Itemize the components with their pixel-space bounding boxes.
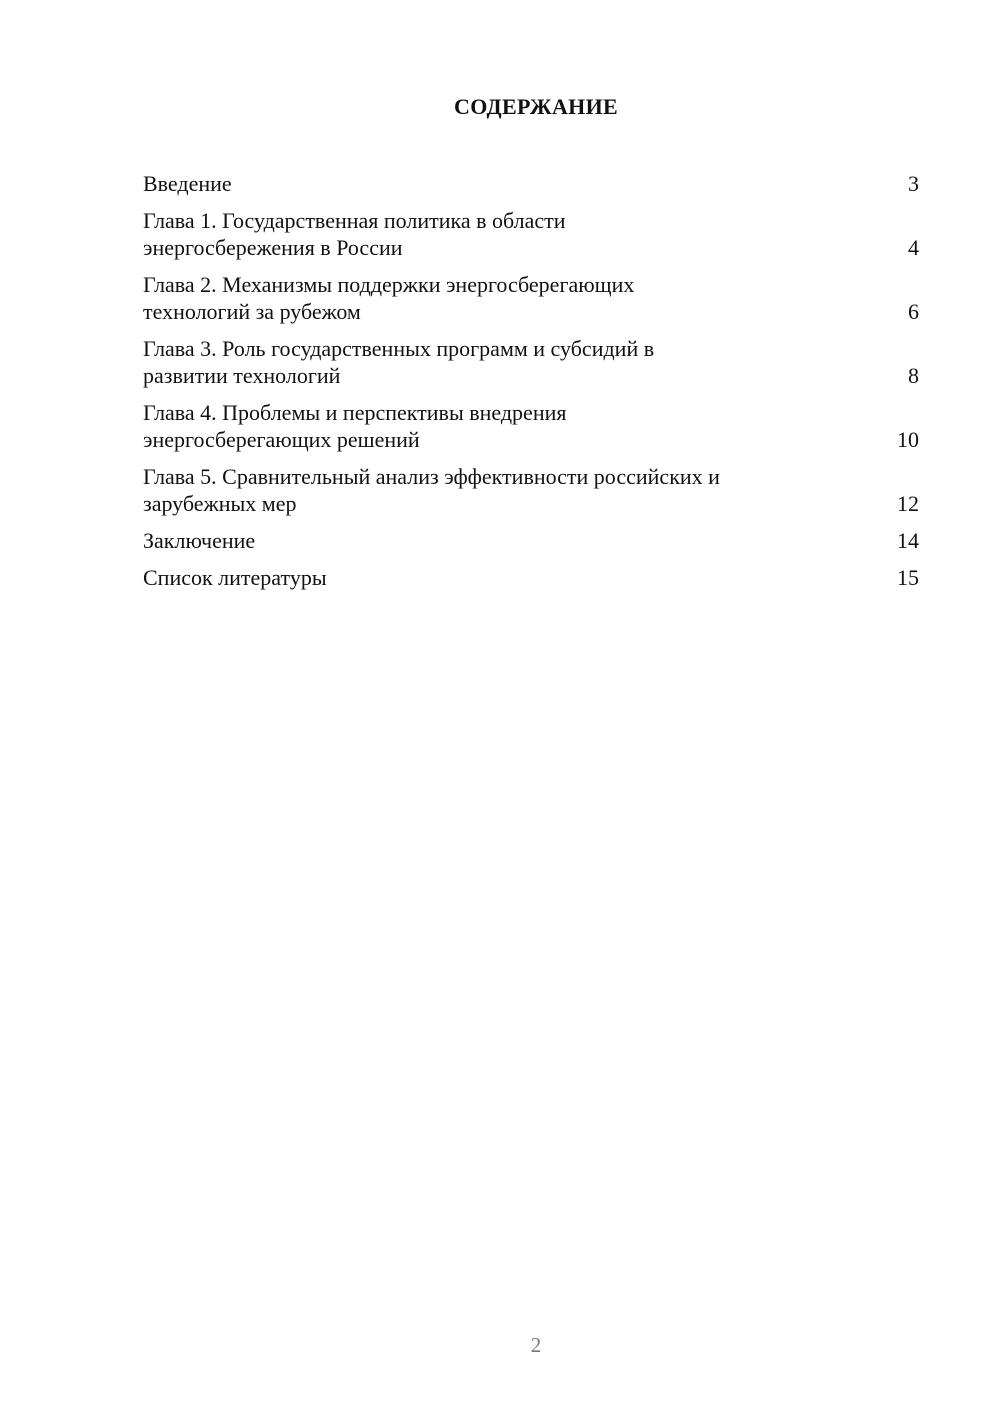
page-footer-number: 2 bbox=[530, 1333, 542, 1357]
toc-entry-text bbox=[143, 207, 823, 261]
toc-entry-chapter-2[interactable] bbox=[143, 271, 919, 325]
table-of-contents bbox=[143, 170, 919, 601]
toc-entry-line: энергосбережения в России bbox=[143, 235, 403, 260]
toc-entry-line: развитии технологий bbox=[143, 363, 341, 388]
toc-entry-line: зарубежных мер bbox=[143, 491, 297, 516]
toc-entry-line: Глава 4. Проблемы и перспективы внедрения bbox=[143, 400, 567, 425]
toc-entry-page-number: 12 bbox=[897, 491, 919, 516]
toc-entry-text bbox=[143, 527, 823, 554]
toc-entry-references[interactable] bbox=[143, 564, 919, 591]
toc-entry-chapter-5[interactable] bbox=[143, 463, 919, 517]
toc-entry-line: энергосберегающих решений bbox=[143, 427, 420, 452]
toc-entry-text bbox=[143, 170, 823, 197]
toc-entry-page-number: 6 bbox=[908, 299, 919, 324]
toc-entry-page-number: 10 bbox=[897, 427, 919, 452]
toc-entry-page-number: 8 bbox=[908, 363, 919, 388]
toc-entry-page-number: 14 bbox=[897, 528, 919, 553]
page-title: СОДЕРЖАНИЕ bbox=[454, 94, 618, 119]
toc-entry-line: Введение bbox=[143, 171, 232, 196]
toc-entry-text bbox=[143, 564, 823, 591]
toc-entry-conclusion[interactable] bbox=[143, 527, 919, 554]
toc-entry-text bbox=[143, 463, 823, 517]
toc-entry-text bbox=[143, 399, 823, 453]
toc-entry-line: Список литературы bbox=[143, 565, 327, 590]
toc-entry-chapter-1[interactable] bbox=[143, 207, 919, 261]
toc-entry-line: Глава 5. Сравнительный анализ эффективности российских и bbox=[143, 464, 720, 489]
toc-entry-page-number: 15 bbox=[897, 565, 919, 590]
toc-entry-chapter-4[interactable] bbox=[143, 399, 919, 453]
toc-entry-page-number: 3 bbox=[908, 171, 919, 196]
toc-entry-line: технологий за рубежом bbox=[143, 299, 361, 324]
toc-entry-text bbox=[143, 335, 823, 389]
toc-entry-line: Глава 1. Государственная политика в области bbox=[143, 208, 566, 233]
toc-entry-chapter-3[interactable] bbox=[143, 335, 919, 389]
toc-entry-line: Заключение bbox=[143, 528, 256, 553]
toc-entry-introduction[interactable] bbox=[143, 170, 919, 197]
toc-entry-line: Глава 2. Механизмы поддержки энергосберегающих bbox=[143, 272, 635, 297]
toc-entry-page-number: 4 bbox=[908, 235, 919, 260]
toc-entry-line: Глава 3. Роль государственных программ и субсидий в bbox=[143, 336, 655, 361]
toc-entry-text bbox=[143, 271, 823, 325]
